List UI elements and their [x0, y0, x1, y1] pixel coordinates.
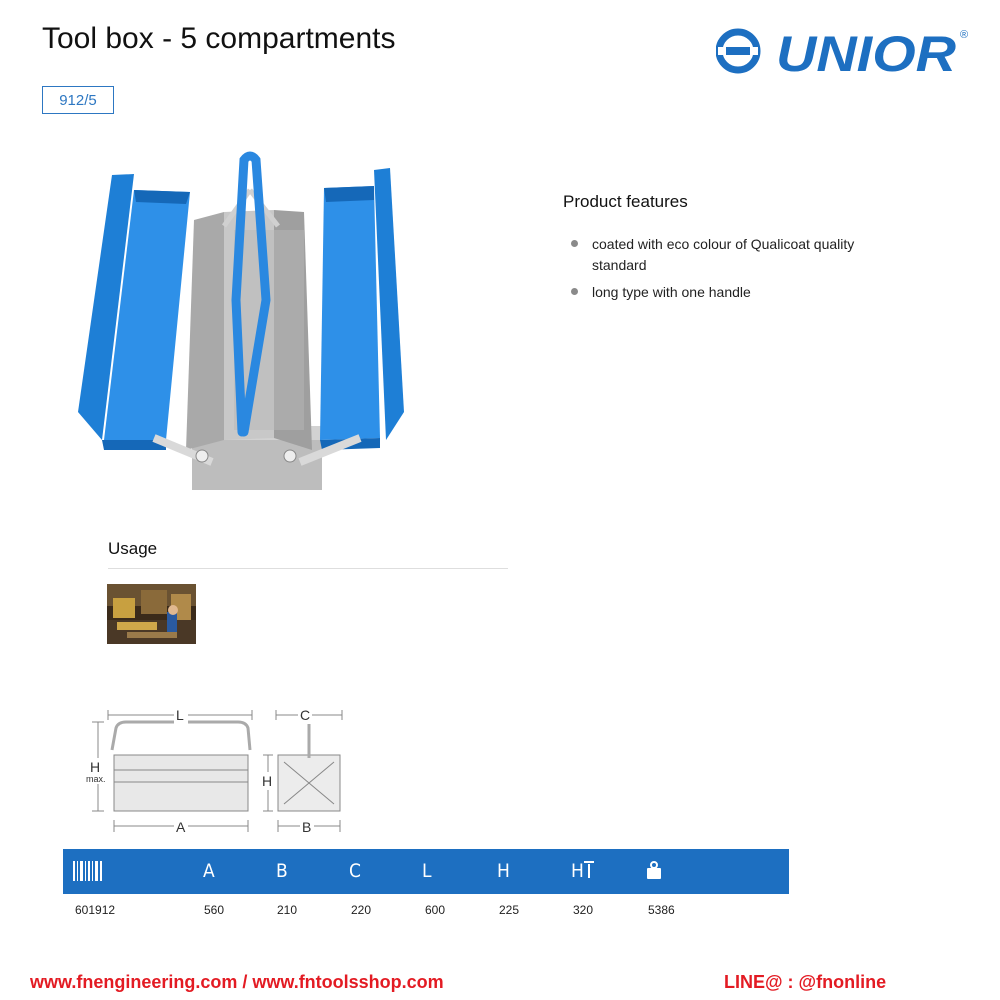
dim-label-h: H	[262, 773, 273, 789]
features-heading: Product features	[563, 192, 688, 211]
unior-emblem-icon	[718, 32, 758, 70]
header-h: H	[497, 860, 510, 882]
spec-table-header	[63, 849, 789, 894]
dim-label-l: L	[176, 707, 184, 723]
footer-websites[interactable]: www.fnengineering.com / www.fntoolsshop.com	[30, 972, 444, 992]
unior-wordmark: UNIOR	[776, 26, 956, 78]
weight-icon	[646, 861, 662, 879]
dimension-drawing	[78, 700, 358, 840]
dim-label-c: C	[300, 707, 311, 723]
cell-a: 560	[204, 903, 225, 917]
features-list	[570, 234, 870, 309]
cell-code: 601912	[75, 903, 116, 917]
header-a: A	[203, 860, 215, 882]
cell-l: 600	[425, 903, 446, 917]
cell-weight: 5386	[648, 903, 675, 917]
usage-divider	[108, 568, 508, 569]
dim-label-h-max: H	[90, 759, 101, 775]
dim-label-a: A	[176, 819, 186, 835]
header-l: L	[422, 860, 432, 882]
header-h-max	[571, 849, 594, 894]
unior-logo	[716, 24, 972, 78]
page-title: Tool box - 5 compartments	[42, 22, 396, 55]
cell-b: 210	[277, 903, 298, 917]
usage-heading: Usage	[108, 539, 158, 558]
toolbox-product-image	[74, 150, 410, 496]
dim-label-max: max.	[86, 774, 106, 784]
usage-workshop-photo	[107, 584, 196, 644]
cell-h: 225	[499, 903, 520, 917]
footer-line-id[interactable]: LINE@ : @fnonline	[724, 972, 887, 992]
product-code-badge: 912/5	[42, 86, 114, 114]
max-height-icon	[584, 861, 594, 879]
header-b: B	[276, 860, 288, 882]
cell-c: 220	[351, 903, 372, 917]
feature-item: coated with eco colour of Qualicoat quality standard	[570, 234, 870, 276]
header-c: C	[349, 860, 361, 882]
dim-label-b: B	[302, 819, 312, 835]
header-h-max-label: H	[571, 860, 584, 882]
cell-h-max: 320	[573, 903, 594, 917]
barcode-icon	[73, 861, 103, 881]
registered-mark: ®	[960, 29, 969, 41]
feature-item: long type with one handle	[570, 282, 870, 303]
